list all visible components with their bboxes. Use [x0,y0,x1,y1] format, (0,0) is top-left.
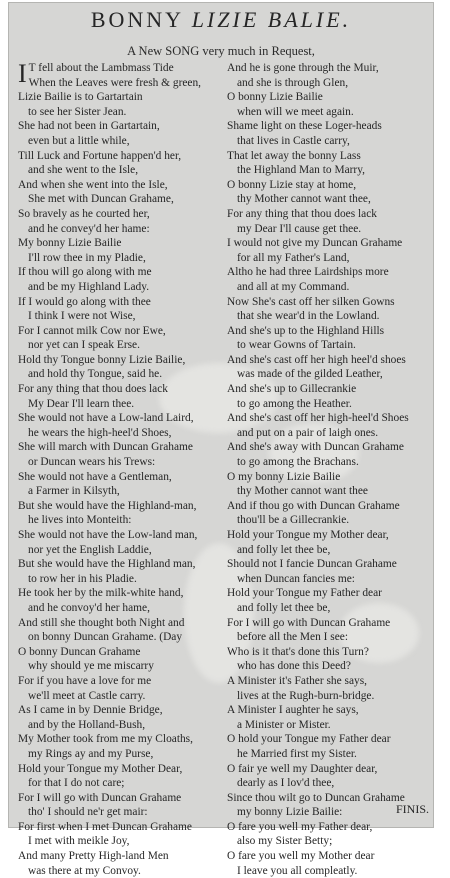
title-word-bonny: BONNY [90,7,184,32]
verse-line: I met with meikle Joy, [28,835,130,848]
verse-line: to go among the Brachans. [237,456,359,469]
verse-line: why should ye me miscarry [28,660,154,673]
verse-line: And she's cast off her high-heel'd Shoes [227,412,409,425]
verse-line: lives at the Rugh-burn-bridge. [237,689,375,702]
verse-line: She would not have a Low-land Laird, [18,412,194,425]
verse-line: thy Mother cannot want thee [237,485,368,498]
verse-line: O bonny Lizie stay at home, [227,178,357,191]
verse-line: For I will go with Duncan Grahame [18,791,182,804]
verse-line: A Minister I aughter he says, [227,704,359,717]
verse-line: to row her in his Pladie. [28,572,137,585]
verse-line: for all my Father's Land, [237,251,350,264]
verse-line: Hold your Tongue my Mother dear, [227,529,389,541]
verse-line: and by the Holland-Bush, [28,718,146,731]
verse-line: Who is it that's done this Turn? [227,645,369,658]
verse-line: was there at my Convoy. [28,864,141,877]
verse-line: So bravely as he courted her, [18,207,150,220]
verse-line: and all at my Command. [237,280,350,293]
verse-line: Hold thy Tongue bonny Lizie Bailie, [18,353,186,366]
verse-line: my Dear I'll cause get thee. [237,222,362,235]
verse-line: he lives into Monteith: [28,514,132,527]
verse-line: and she went to the Isle, [28,164,139,177]
verse-line: For I will go with Duncan Grahame [227,616,391,629]
verse-line: O fare you well my Father dear, [227,820,373,833]
verse-line: a Minister or Mister. [237,718,331,731]
verse-line: for that I do not care; [28,777,125,790]
verse-line: and he convey'd her hame: [28,222,150,235]
verse-line: And she's up to Gillecrankie [227,383,357,396]
verse-line: nor yet the English Laddie, [28,543,152,556]
verse-line: O my bonny Lizie Bailie [227,470,341,483]
verse-line: And she's cast off her high heel'd shoes [227,353,406,366]
verse-line: we'll meet at Castle carry. [28,689,146,702]
verse-line: that lives in Castle carry, [237,134,350,147]
verse-line: And many Pretty High-land Men [18,850,169,863]
verse-line: She met with Duncan Grahame, [28,193,174,206]
verse-line: before all the Men I see: [237,631,349,644]
verse-line: Hold your Tongue my Mother Dear, [18,762,183,775]
verse-line: tho' I should ne'r get mair: [28,806,148,819]
verse-line: Should not I fancie Duncan Grahame [227,558,397,571]
finis-mark: FINIS. [395,802,429,816]
song-title [9,7,433,33]
verse-line: She would not have the Low-land man, [18,529,198,541]
verse-line: My Dear I'll learn thee. [28,397,135,410]
verse-line: and she is through Glen, [237,76,349,89]
verse-line: the Highland Man to Marry, [237,164,366,177]
verse-line: and put on a pair of laigh ones. [237,426,379,439]
verse-line: When the Leaves were fresh & green, [28,76,202,89]
verse-line: also my Sister Betty; [237,835,333,848]
verse-line: nor yet can I speak Erse. [28,339,140,352]
verse-line: She had not been in Gartartain, [18,120,160,133]
verse-line: my Rings ay and my Purse, [28,747,154,760]
verse-line: For I cannot milk Cow nor Ewe, [18,324,166,337]
verse-line: For if you have a love for me [18,674,152,687]
verse-line: he Married first my Sister. [237,747,357,760]
verse-line: that she wear'd in the Lowland. [237,310,380,323]
verse-line: If I would go along with thee [18,295,151,308]
verse-line: My bonny Lizie Bailie [18,237,122,250]
verse-line: Altho he had three Lairdships more [227,266,389,279]
verse-line: was made of the gilded Leather, [237,368,383,381]
verse-line: Shame light on these Loger-heads [227,120,382,133]
verse-line: who has done this Deed? [237,660,351,673]
verse-line: For first when I met Duncan Grahame [18,820,192,833]
verse-line: thou'll be a Gillecrankie. [237,514,350,527]
verse-line: and folly let thee be, [237,543,331,556]
verse-line: Till Luck and Fortune happen'd her, [18,149,182,162]
verse-line: I'll row thee in my Pladie, [28,251,146,264]
verse-line: Lizie Bailie is to Gartartain [18,91,143,104]
verse-line: when will we meet again. [237,105,354,118]
verse-line: And when she went into the Isle, [18,178,168,191]
verse-line: I think I were not Wise, [28,310,136,323]
verse-line: T fell about the Lambmass Tide [28,62,174,74]
verse-line: That let away the bonny Lass [227,149,361,162]
verse-line: O bonny Lizie Bailie [227,91,323,104]
right-verse-column [227,61,435,878]
verse-line: or Duncan wears his Trews: [28,456,156,469]
verse-line: Now She's cast off her silken Gowns [227,295,395,308]
verse-line: And she's up to the Highland Hills [227,324,385,337]
title-word-balie: BALIE. [267,7,352,32]
verse-line: he wears the high-heel'd Shoes, [28,426,172,439]
verse-line: For any thing that thou does lack [227,207,377,220]
verse-line: As I came in by Dennie Bridge, [18,704,163,717]
title-word-lizie: LIZIE [191,7,260,32]
verse-line: If thou will go along with me [18,266,152,279]
verse-line: Hold your Tongue my Father dear [227,587,382,600]
verse-line: a Farmer in Kilsyth, [28,485,120,498]
verse-line: I leave you all compleatly. [237,864,358,877]
verse-line: O bonny Duncan Grahame [18,645,141,658]
verse-line: and folly let thee be, [237,601,331,614]
verse-line: My Mother took from me my Cloaths, [18,733,193,746]
verse-line: when Duncan fancies me: [237,572,355,585]
verse-line: on bonny Duncan Grahame. (Day [28,631,183,644]
verse-line: thy Mother cannot want thee, [237,193,371,206]
left-verse-column [18,61,226,878]
verse-line: A Minister it's Father she says, [227,674,367,687]
verse-line: to see her Sister Jean. [28,105,127,118]
verse-line: my bonny Lizie Bailie: [237,806,343,819]
verse-line: dearly as I lov'd thee, [237,777,335,790]
verse-line: And still she thought both Night and [18,616,185,629]
drop-cap: I [18,59,27,88]
verse-line: And if thou go with Duncan Grahame [227,499,400,512]
verse-line: For any thing that thou does lack [18,383,168,396]
verse-line: He took her by the milk-white hand, [18,587,184,600]
verse-line: to go among the Heather. [237,397,352,410]
verse-line: and hold thy Tongue, said he. [28,368,163,381]
verse-line: She would not have a Gentleman, [18,470,172,483]
verse-line: And he is gone through the Muir, [227,62,379,74]
broadside-sheet [8,2,434,877]
verse-line: But she would have the Highland-man, [18,499,197,512]
verse-line: even but a little while, [28,134,130,147]
verse-line: And she's away with Duncan Grahame [227,441,404,454]
verse-line: I would not give my Duncan Grahame [227,237,403,250]
song-subtitle: A New SONG very much in Request, [127,44,315,58]
verse-line: O hold your Tongue my Father dear [227,733,391,746]
verse-line: and he convoy'd her hame, [28,601,150,614]
verse-line: and be my Highland Lady. [28,280,150,293]
verse-line: She will march with Duncan Grahame [18,441,193,454]
verse-line: Since thou wilt go to Duncan Grahame [227,791,405,804]
verse-line: O fair ye well my Daughter dear, [227,762,378,775]
verse-line: O fare you well my Mother dear [227,850,375,863]
verse-line: to wear Gowns of Tartain. [237,339,356,352]
verse-line: But she would have the Highland man, [18,558,196,571]
